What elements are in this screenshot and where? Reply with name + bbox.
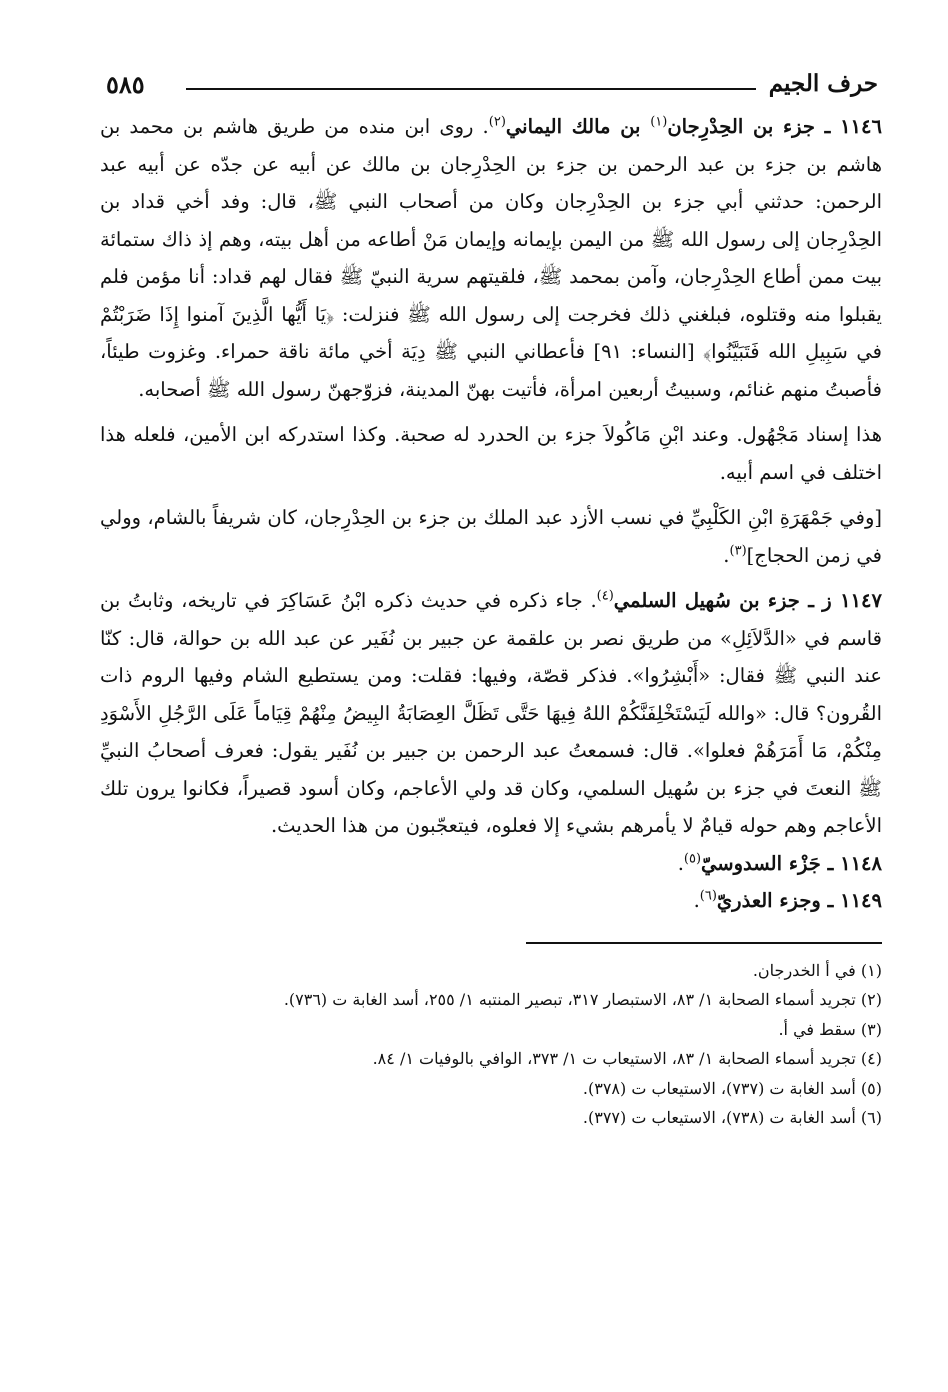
- page-number: ٥٨٥: [106, 70, 145, 99]
- bracketed-paragraph: [100, 499, 882, 574]
- footnote-ref: (٥): [683, 851, 702, 866]
- entry-heading: ١١٤٨ ـ جَزْء السدوسيّ: [701, 851, 882, 875]
- header-divider: [186, 88, 756, 90]
- entry-heading: ١١٤٩ ـ وجزء العذريّ: [716, 889, 882, 912]
- book-page: [100, 66, 882, 1366]
- page-header: [100, 66, 882, 108]
- footnote-ref: (٤): [596, 588, 614, 604]
- entry-1147: [100, 582, 882, 845]
- entry-text: . جاء ذكره في حديث ذكره ابْنُ عَسَاكِرَ في تاريخه، وثابتُ بن قاسم في «الدَّلاَئِلِ» من طريق نصر بن علقمة عن جبير بن نُفَير عن عبد الله بن حوالة، قال: كنّا عند النبي ﷺ فقال: «أَبْشِرُوا». فذكر قصّة، وفيها: فقلت: ومن يستطيع الشام وفيها الروم ذات القُرون؟ قال: «والله لَيَسْتَخْلِفَنَّكُمْ اللهُ فِيهَا حَتَّى تَظَلَّ العِصَابَةُ البِيضُ مِنْهُمْ قِيَاماً عَلَى الرَّجُلِ الأَسْوَدِ مِنْكُمْ، مَا أَمَرَهُمْ فعلوا». قال: فسمعتُ عبد الرحمن بن جبير بن نُفَير يقول: فعرف أصحابُ النبيِّ ﷺ النعتَ في جزء بن سُهيل السلمي، وكان قد ولي الأعاجم، وكان أسود قصيراً، فكانوا يرون تلك الأعاجم وهم حوله قيامٌ لا يأمرهم بشيء إلا فعلوه، فيتعجّبون من هذا الحديث.: [100, 589, 882, 837]
- footnotes: [100, 956, 882, 1133]
- entry-1146: [100, 108, 882, 408]
- entry-heading: ١١٤٧ ز ـ جزء بن سُهيل السلمي: [613, 589, 882, 612]
- entry-tail: .: [677, 851, 684, 875]
- paragraph-text: هذا إسناد مَجْهُول. وعند ابْنِ مَاكُولاَ جزء بن الحدرد له صحبة. وكذا استدركه ابن الأمين، فلعله هذا اختلف في اسم أبيه.: [100, 423, 882, 484]
- footnote-ref: (٦): [699, 888, 717, 904]
- footnote-ref: (٢): [488, 114, 506, 130]
- footnote-item: (٣) سقط في أ.: [778, 1019, 882, 1039]
- main-text: [100, 108, 882, 920]
- entry-1148: [100, 845, 882, 883]
- entry-heading-continued: بن مالك اليماني: [505, 115, 651, 138]
- footnote-ref: (٣): [729, 543, 747, 558]
- footnote-item: (١) في أ الخدرجان.: [752, 960, 882, 980]
- footnote-item: (٦) أسد الغابة ت (٧٣٨)، الاستيعاب ت (٣٧٧).: [582, 1108, 882, 1127]
- footnote-item: (٥) أسد الغابة ت (٧٣٧)، الاستيعاب ت (٣٧٨).: [582, 1078, 882, 1098]
- entry-heading: ١١٤٦ ـ جزء بن الحِدْرِجان: [667, 115, 882, 138]
- entry-tail: .: [693, 889, 700, 912]
- footnote-divider: [526, 942, 882, 944]
- paragraph-text: [وفي جَمْهَرَةِ ابْنِ الكَلْبِيِّ في نسب الأزد عبد الملك بن جزء بن الحِدْرِجان، كان شريفاً بالشام، وولي في زمن الحجاج]: [100, 506, 882, 567]
- footnote-item: (٤) تجريد أسماء الصحابة ١/ ٨٣، الاستيعاب ت ١/ ٣٧٣، الوافي بالوفيات ١/ ٨٤.: [372, 1049, 882, 1068]
- footnote-ref: (١): [650, 114, 668, 130]
- footnote-item: (٢) تجريد أسماء الصحابة ١/ ٨٣، الاستبصار ٣١٧، تبصير المنتبه ١/ ٢٥٥، أسد الغابة ت (٧٣٦).: [283, 990, 882, 1009]
- entry-1149: [100, 882, 882, 920]
- entry-text: . روى ابن منده من طريق هاشم بن محمد بن هاشم بن جزء بن عبد الرحمن بن جزء بن الحِدْرِجان بن مالك عن أبيه عن جدّه عن أبيه عبد الرحمن: حدثني أبي جزء بن الحِدْرِجان وكان من أصحاب النبي ﷺ، قال: وفد أخي قداد بن الحِدْرِجان إلى رسول الله ﷺ من اليمن بإيمانه وإيمان مَنْ أطاعه من أهل بيته، وهم إذ ذاك ستمائة بيت ممن أطاع الحِدْرِجان، وآمن بمحمد ﷺ، فلقيتهم سرية النبيّ ﷺ فقال لهم قداد: أنا مؤمن فلم يقبلوا منه وقتلوه، فبلغني ذلك فخرجت إلى رسول الله ﷺ فنزلت: ﴿يَا أَيُّها الَّذِينَ آمنوا إِذَا ضَرَبْتُمْ في سَبِيلِ الله فَتَبَيَّنُوا﴾ [النساء: ٩١] فأعطاني النبي ﷺ دِيَة أخي مائة ناقة حمراء. وغزوت طيئاً، فأصبتُ منهم غنائم، وسبيتُ أربعين امرأة، فأتيت بهنّ المدينة، فزوّجهنّ رسول الله ﷺ أصحابه.: [100, 115, 882, 401]
- chapter-title: حرف الجيم: [768, 70, 878, 97]
- paragraph-tail: .: [723, 543, 730, 567]
- commentary-paragraph: [100, 416, 882, 491]
